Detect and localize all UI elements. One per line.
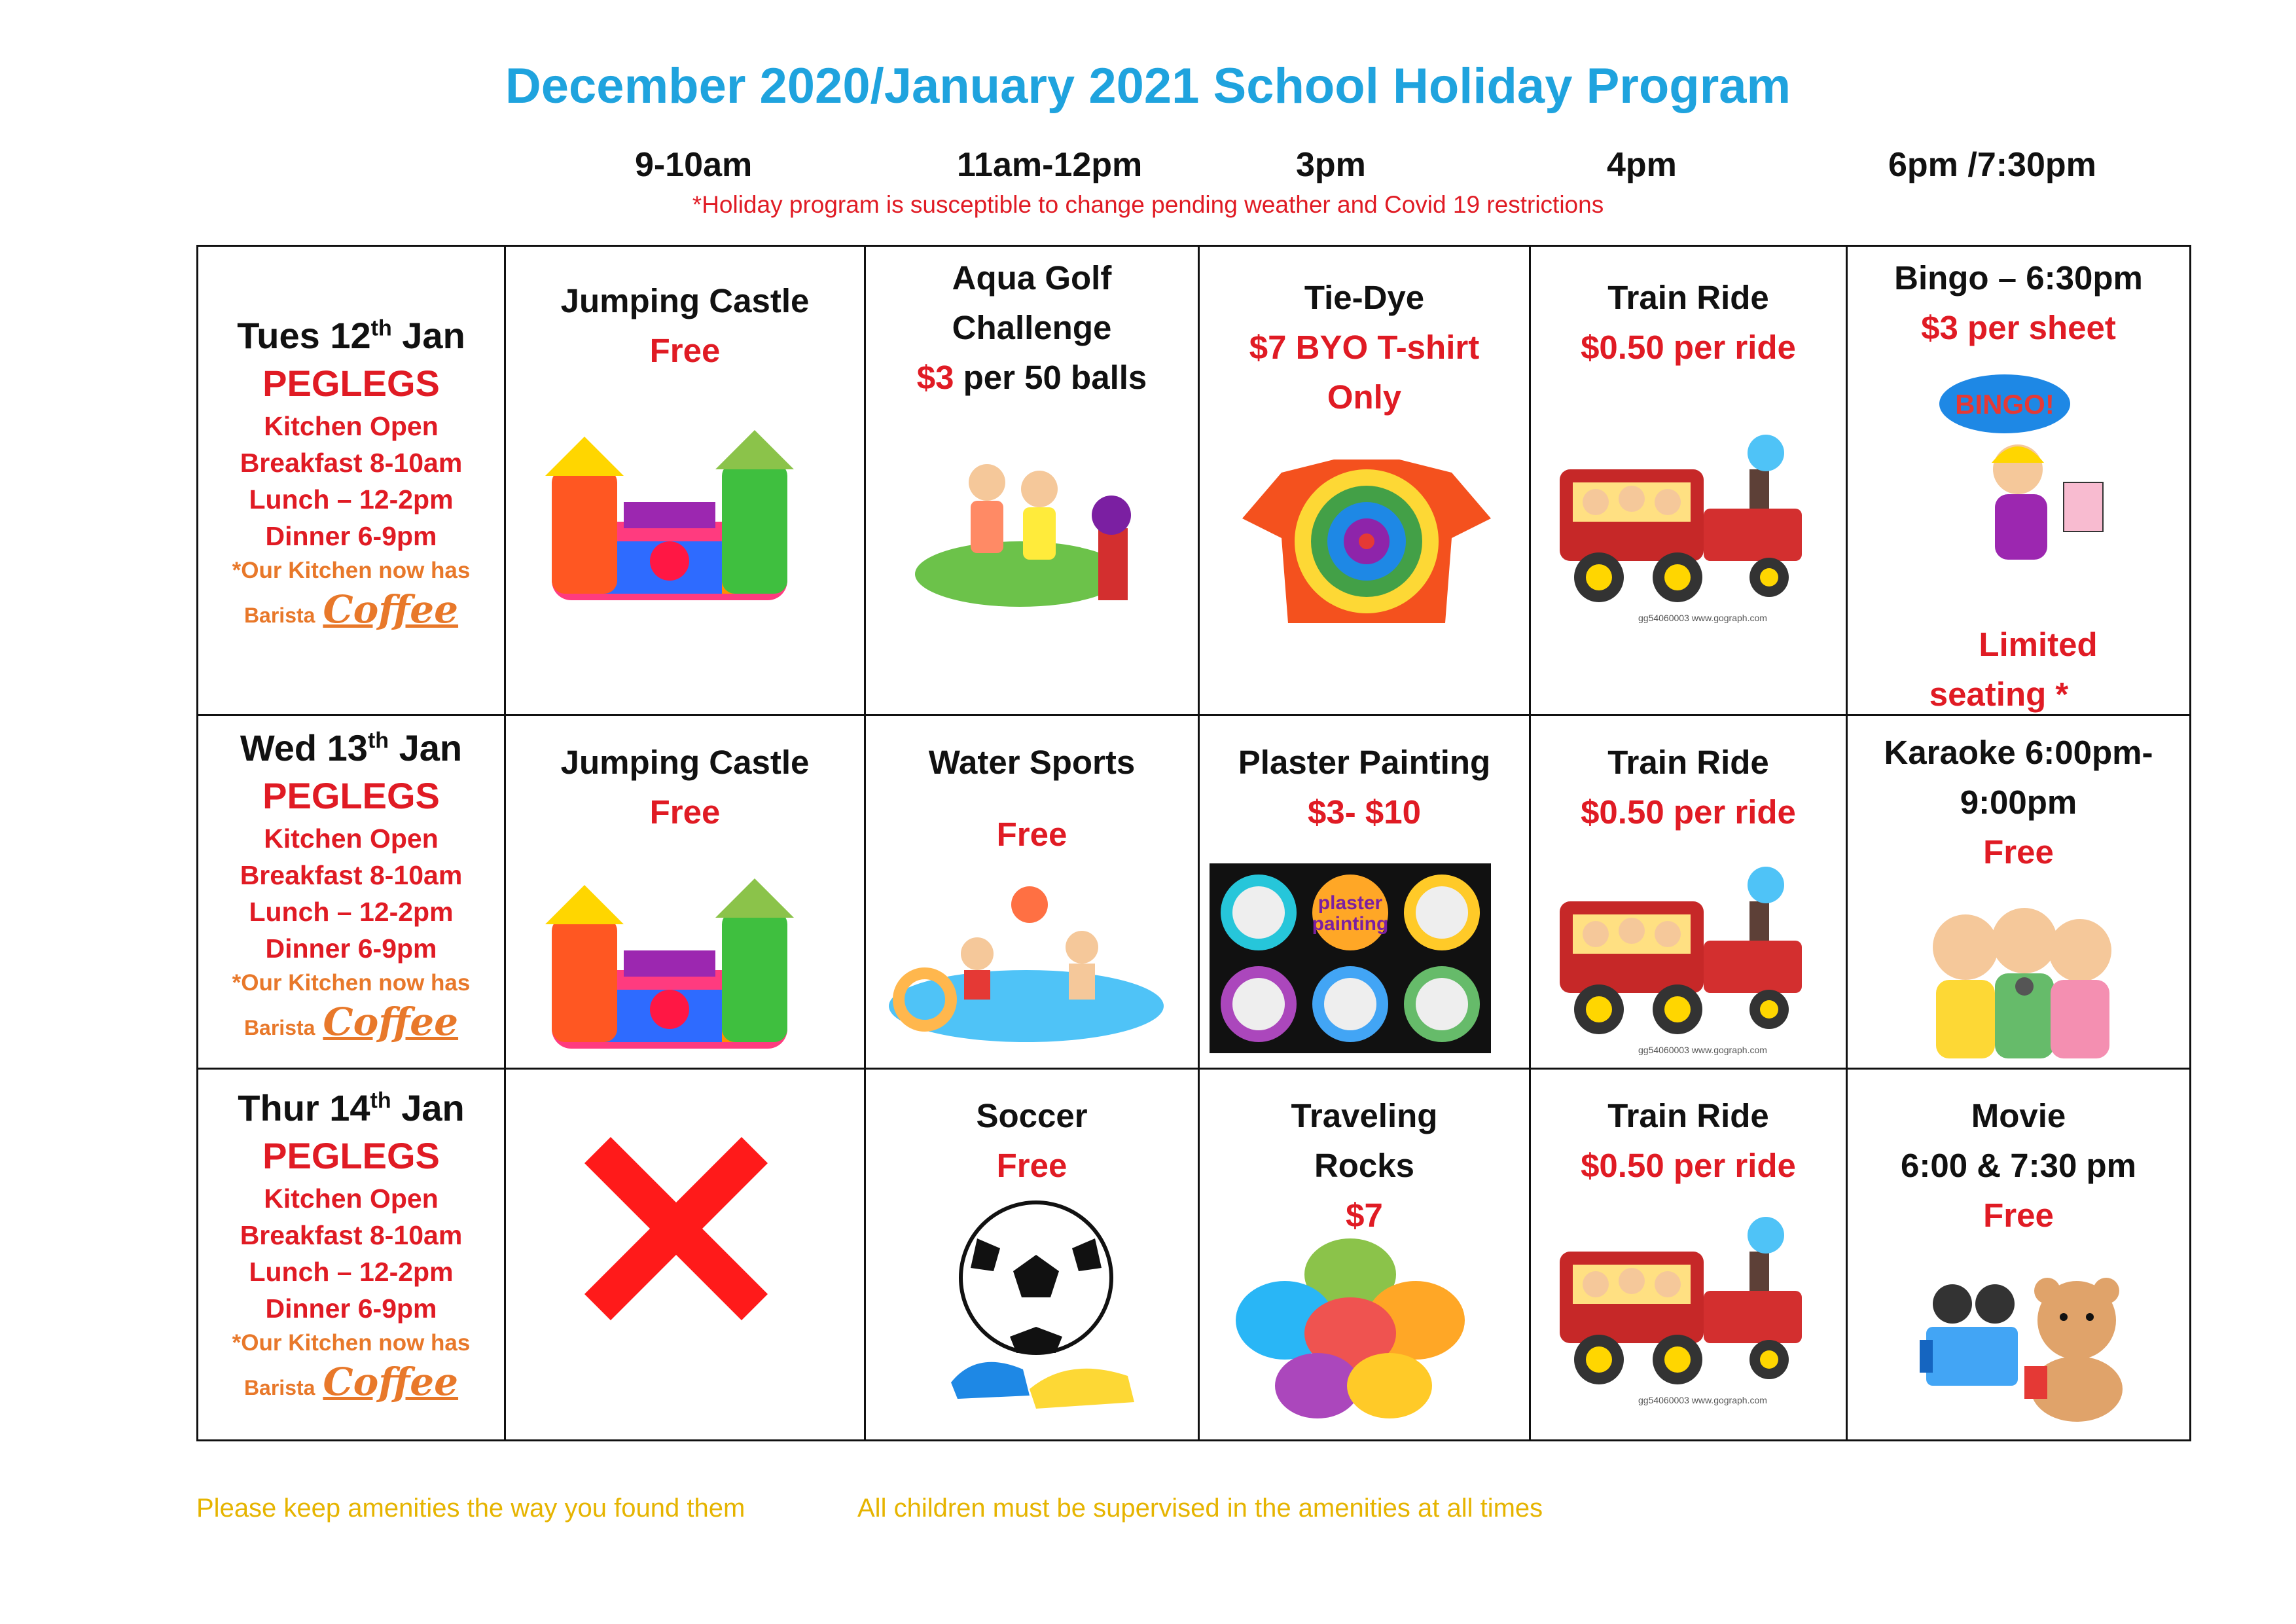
breakfast-hours: Breakfast 8-10am bbox=[240, 1219, 463, 1250]
dinner-hours: Dinner 6-9pm bbox=[265, 933, 437, 964]
activity-price-line2: Only bbox=[1327, 378, 1402, 416]
activity-title: Water Sports bbox=[928, 744, 1136, 781]
barista-label: Barista bbox=[243, 603, 315, 627]
activity-title-line2: 6:00 & 7:30 pm bbox=[1901, 1147, 2136, 1184]
row-divider bbox=[198, 1068, 2189, 1070]
activity-title: Train Ride bbox=[1607, 1097, 1769, 1134]
kitchen-note: *Our Kitchen now has bbox=[232, 557, 471, 583]
day-label: Tues 12th Jan bbox=[237, 315, 465, 356]
activity-title: Aqua Golf bbox=[952, 259, 1112, 297]
lunch-hours: Lunch – 12-2pm bbox=[249, 484, 454, 514]
day-cell-tues bbox=[198, 312, 504, 632]
lunch-hours: Lunch – 12-2pm bbox=[249, 896, 454, 927]
activity-jumping-castle bbox=[506, 276, 864, 376]
activity-title-line2: Rocks bbox=[1314, 1147, 1415, 1184]
activity-title: Karaoke 6:00pm- bbox=[1884, 734, 2153, 771]
dinner-hours: Dinner 6-9pm bbox=[265, 1293, 437, 1324]
limited-seating-note bbox=[1848, 620, 2189, 719]
kitchen-open: Kitchen Open bbox=[264, 823, 439, 854]
activity-price: $7 BYO T-shirt bbox=[1249, 329, 1480, 366]
activity-price: $3 bbox=[916, 359, 954, 396]
activity-title: Plaster Painting bbox=[1238, 744, 1491, 781]
bingo-lady-icon bbox=[1939, 371, 2116, 581]
karaoke-icon bbox=[1913, 888, 2129, 1058]
golf-kids-icon bbox=[915, 450, 1151, 613]
day-label: Thur 14th Jan bbox=[238, 1087, 465, 1128]
time-slot-2: 11am-12pm bbox=[957, 146, 1143, 184]
activity-price: Free bbox=[649, 332, 721, 369]
train-caption: gg54060003 www.gograph.com bbox=[1638, 1045, 1767, 1055]
train-caption: gg54060003 www.gograph.com bbox=[1638, 613, 1767, 623]
bingo-sign: BINGO! bbox=[1955, 389, 2054, 420]
kitchen-open: Kitchen Open bbox=[264, 410, 439, 441]
activity-price: $0.50 per ride bbox=[1581, 329, 1796, 366]
activity-price: Free bbox=[996, 816, 1067, 853]
activity-title: Jumping Castle bbox=[560, 744, 810, 781]
water-sports-icon bbox=[886, 882, 1167, 1045]
activity-title: Bingo – 6:30pm bbox=[1894, 259, 2143, 297]
activity-aqua-golf bbox=[866, 253, 1198, 403]
kitchen-open: Kitchen Open bbox=[264, 1183, 439, 1214]
activity-title: Movie bbox=[1971, 1097, 2066, 1134]
day-label: Wed 13th Jan bbox=[240, 727, 463, 768]
barista-label: Barista bbox=[243, 1375, 315, 1399]
activity-title: Train Ride bbox=[1607, 279, 1769, 316]
train-icon bbox=[1540, 862, 1835, 1058]
activity-train-ride bbox=[1531, 1091, 1846, 1191]
activity-price: $3- $10 bbox=[1308, 793, 1421, 831]
soccer-icon bbox=[938, 1199, 1147, 1415]
activity-title-line2: 9:00pm bbox=[1960, 784, 2077, 821]
column-divider bbox=[1529, 247, 1531, 1439]
activity-price: $7 bbox=[1346, 1197, 1383, 1234]
activity-train-ride bbox=[1531, 273, 1846, 372]
activity-karaoke bbox=[1848, 728, 2189, 877]
coffee-label: Coffee bbox=[323, 999, 459, 1044]
activity-price: Free bbox=[996, 1147, 1067, 1184]
plaster-badge-1: plaster bbox=[1318, 892, 1383, 914]
tie-dye-shirt-icon bbox=[1242, 460, 1491, 623]
activity-price-suffix: per 50 balls bbox=[954, 359, 1147, 396]
day-cell-wed bbox=[198, 725, 504, 1044]
activity-title-line2: Challenge bbox=[952, 309, 1112, 346]
footer-supervision-note: All children must be supervised in the amenities at all times bbox=[857, 1494, 1543, 1523]
dinner-hours: Dinner 6-9pm bbox=[265, 520, 437, 551]
plaster-badge-2: painting bbox=[1312, 913, 1389, 935]
breakfast-hours: Breakfast 8-10am bbox=[240, 447, 463, 478]
train-icon bbox=[1540, 430, 1835, 626]
lunch-hours: Lunch – 12-2pm bbox=[249, 1256, 454, 1287]
column-divider bbox=[1198, 247, 1200, 1439]
seating-text: seating * bbox=[1929, 676, 2069, 713]
painted-rocks-icon bbox=[1226, 1229, 1475, 1425]
activity-plaster-painting bbox=[1200, 738, 1529, 837]
coffee-label: Coffee bbox=[323, 1359, 459, 1404]
kitchen-note: *Our Kitchen now has bbox=[232, 1329, 471, 1356]
bouncy-castle-icon bbox=[526, 424, 814, 620]
time-slot-5: 6pm /7:30pm bbox=[1888, 146, 2096, 184]
breakfast-hours: Breakfast 8-10am bbox=[240, 859, 463, 890]
activity-price: $3 per sheet bbox=[1921, 309, 2116, 346]
activity-jumping-castle bbox=[506, 738, 864, 837]
activity-price: Free bbox=[1983, 833, 2054, 871]
activity-tie-dye bbox=[1200, 273, 1529, 422]
time-slot-1: 9-10am bbox=[635, 146, 753, 184]
train-icon bbox=[1540, 1212, 1835, 1409]
plaster-painting-icon bbox=[1210, 863, 1491, 1053]
activity-title: Jumping Castle bbox=[560, 282, 810, 319]
footer-amenities-note: Please keep amenities the way you found them bbox=[196, 1494, 745, 1523]
venue-name: PEGLEGS bbox=[262, 1134, 440, 1176]
limited-text: Limited bbox=[1979, 626, 2098, 663]
red-cross-icon bbox=[584, 1137, 768, 1320]
activity-price: Free bbox=[1983, 1197, 2054, 1234]
train-caption: gg54060003 www.gograph.com bbox=[1638, 1395, 1767, 1405]
activity-price: $0.50 per ride bbox=[1581, 1147, 1796, 1184]
coffee-label: Coffee bbox=[323, 586, 459, 632]
day-cell-thur bbox=[198, 1085, 504, 1404]
column-divider bbox=[504, 247, 506, 1439]
time-slot-4: 4pm bbox=[1607, 146, 1677, 184]
kitchen-note: *Our Kitchen now has bbox=[232, 969, 471, 996]
activity-traveling-rocks bbox=[1200, 1091, 1529, 1240]
weather-note: *Holiday program is susceptible to change pending weather and Covid 19 restrictions bbox=[692, 191, 1604, 218]
activity-soccer bbox=[866, 1091, 1198, 1191]
activity-title: Soccer bbox=[976, 1097, 1088, 1134]
bouncy-castle-icon bbox=[526, 872, 814, 1068]
activity-train-ride bbox=[1531, 738, 1846, 837]
venue-name: PEGLEGS bbox=[262, 774, 440, 816]
activity-title: Traveling bbox=[1291, 1097, 1438, 1134]
activity-movie bbox=[1848, 1091, 2189, 1240]
time-slot-3: 3pm bbox=[1296, 146, 1366, 184]
page-title: December 2020/January 2021 School Holiday Program bbox=[505, 58, 1791, 114]
activity-price: $0.50 per ride bbox=[1581, 793, 1796, 831]
movie-bear-icon bbox=[1920, 1268, 2142, 1425]
activity-title: Tie-Dye bbox=[1304, 279, 1425, 316]
venue-name: PEGLEGS bbox=[262, 362, 440, 404]
activity-title: Train Ride bbox=[1607, 744, 1769, 781]
activity-water-sports bbox=[866, 738, 1198, 859]
barista-label: Barista bbox=[243, 1015, 315, 1039]
activity-bingo bbox=[1848, 253, 2189, 353]
program-table bbox=[196, 245, 2191, 1441]
activity-price: Free bbox=[649, 793, 721, 831]
